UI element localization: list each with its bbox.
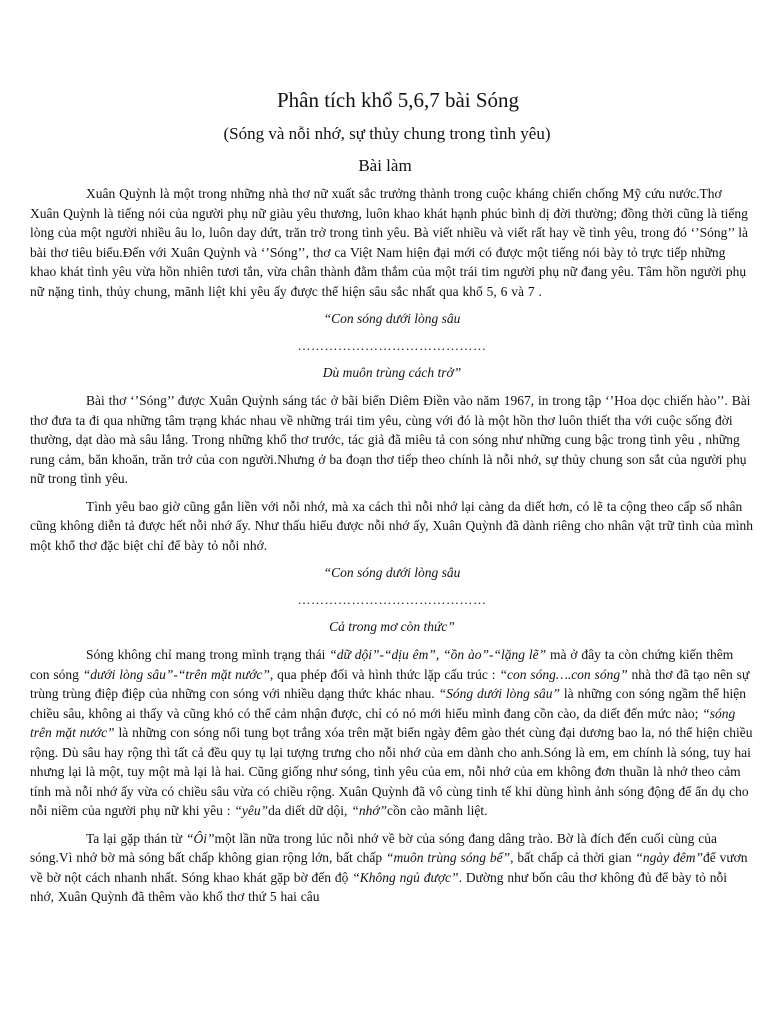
italic-quote: “con sóng….con sóng” xyxy=(499,666,628,682)
paragraph-5 xyxy=(30,829,754,907)
text-run: mà ở đây ta còn chứng kiến thêm con sóng xyxy=(30,647,734,682)
text-run: cồn cào mãnh liệt. xyxy=(387,803,488,818)
section-heading: Bài làm xyxy=(358,156,412,175)
text-run: da diết dữ dội, xyxy=(268,803,352,818)
italic-quote: “dưới lòng sâu”-“trên mặt nước” xyxy=(82,666,270,682)
verse-ellipsis: …………………………………… xyxy=(297,592,487,607)
italic-quote: “sóng trên mặt nước” xyxy=(30,705,736,740)
italic-quote: “Không ngủ được” xyxy=(352,869,459,885)
text-run: , qua phép đối và hình thức lặp cấu trúc : xyxy=(269,666,500,682)
verse-quote-1 xyxy=(30,309,754,382)
italic-quote: “dữ dội”-“dịu êm”, “ồn ào”-“lặng lẽ” xyxy=(329,647,547,662)
text-run: một lần nữa trong lúc nỗi nhớ về bờ của sóng đang dâng trào. Bờ là đích đến cuối cùng của sóng.Vì nhớ bờ mà sóng bất chấp không gian rộng lớn, bất chấp xyxy=(30,830,717,865)
document-title: Phân tích khổ 5,6,7 bài Sóng xyxy=(276,88,520,112)
text-run: để vươn về bờ nột cách nhanh nhất. Sóng khao khát gặp bờ đến độ xyxy=(30,850,748,885)
paragraph-1: Xuân Quỳnh là một trong những nhà thơ nữ xuất sắc trưởng thành trong cuộc kháng chiến chống Mỹ cứu nước.Thơ Xuân Quỳnh là tiếng nói của người phụ nữ giàu yêu thương, luôn khao khát hạnh phúc bình dị đời thường; đồng thời cũng là tiếng lòng của một người nhiều âu lo, luôn day dứt, trăn trở trong tình yêu. Bà viết nhiều và viết rất hay về tình yêu, trong đó ‘’Sóng’’ là bài thơ tiêu biểu.Đến với Xuân Quỳnh và ‘’Sóng’’, thơ ca Việt Nam hiện đại mới có được một tiếng nói bày tỏ trực tiếp những khao khát tình yêu vừa hồn nhiên tươi tắn, vừa chân thành đằm thắm của một trái tim người phụ nữ đang yêu. Tâm hồn người phụ nữ nặng tình, thủy chung, mãnh liệt khi yêu ấy được thể hiện sâu sắc nhất qua khổ 5, 6 và 7 . xyxy=(30,186,749,299)
paragraph-3: Tình yêu bao giờ cũng gắn liền với nỗi nhớ, mà xa cách thì nỗi nhớ lại càng da diết hơn, có lẽ ta cộng theo cấp số nhân cũng không diễn tả được hết nỗi nhớ ấy. Như thấu hiểu được nỗi nhớ ấy, Xuân Quỳnh đã dành riêng cho nhân vật trữ tình của mình một khổ thơ đặc biệt chỉ để bày tỏ nỗi nhớ. xyxy=(30,498,754,553)
verse-line: Cả trong mơ còn thức” xyxy=(329,619,455,634)
italic-quote: “ngày đêm” xyxy=(635,850,703,865)
italic-quote: “muôn trùng sóng bể” xyxy=(385,850,511,865)
verse-line: Dù muôn trùng cách trở” xyxy=(322,365,462,380)
italic-quote: “yêu” xyxy=(234,803,269,818)
text-run: Ta lại gặp thán từ xyxy=(86,830,186,846)
text-run: Sóng không chỉ mang trong mình trạng thái xyxy=(86,647,330,662)
text-run: nhà thơ đã tạo nên sự trùng trùng điệp điệp của những con sóng với nhiều dạng thức khác nhau. xyxy=(30,666,750,701)
italic-quote: “Sóng dưới lòng sâu” xyxy=(438,686,561,701)
text-run: là những con sóng ngầm thể hiện chiều sâu, không ai thấy và cũng khó có thể cảm nhận được, chỉ có nó mới hiểu mình đang cồn cào, da diết đến mức nào; xyxy=(30,686,746,721)
italic-quote: “Ôi” xyxy=(185,830,215,846)
document-subtitle: (Sóng và nỗi nhớ, sự thủy chung trong tình yêu) xyxy=(223,124,551,143)
verse-line: “Con sóng dưới lòng sâu xyxy=(323,565,461,580)
text-run: , bất chấp cả thời gian xyxy=(510,850,636,865)
verse-line: “Con sóng dưới lòng sâu xyxy=(323,311,461,326)
verse-ellipsis: …………………………………… xyxy=(297,338,487,353)
italic-quote: “nhớ” xyxy=(351,803,388,818)
text-run: là những con sóng nổi tung bọt trắng xóa trên mặt biển ngày đêm gào thét cùng đại dương bao la, nó thể hiện chiều rộng. Dù sâu hay rộng thì tất cả đều quy tụ lại tượng trưng cho nỗi nhớ của em dành cho anh.Sóng là em, em chính là sóng, tuy hai nhưng lại là một, tuy một mà lại là hai. Cũng giống như sóng, tình yêu của em, nỗi nhớ của em không đơn thuần là nhớ theo cảm tính mà nỗi nhớ ấy vừa có chiều sâu vừa có chiều rộng. Xuân Quỳnh đã vô cùng tinh tế khi dùng hình ảnh sóng động để ẩn dụ cho nỗi niềm của người phụ nữ khi yêu : xyxy=(30,725,753,818)
verse-quote-2 xyxy=(30,563,754,636)
paragraph-4 xyxy=(30,645,754,821)
paragraph-2: Bài thơ ‘’Sóng’’ được Xuân Quỳnh sáng tác ở bãi biển Diêm Điền vào năm 1967, in trong tập ‘’Hoa dọc chiến hào’’. Bài thơ đưa ta đi qua những tâm trạng khác nhau về những trái tim yêu, cùng với đó là một hồn thơ luôn thiết tha với cuộc sống đời thường, dạt dào mà sâu lắng. Trong những khổ thơ trước, tác giả đã miêu tả con sóng như những cung bậc trong tình yêu , những rung cảm, băn khoăn, trăn trở của con người.Nhưng ở ba đoạn thơ tiếp theo chính là nỗi nhớ, sự thủy chung son sắt của người phụ nữ trong tình yêu. xyxy=(30,393,751,486)
text-run: . Dường như bốn câu thơ không đủ để bày tỏ nỗi nhớ, Xuân Quỳnh đã thêm vào khổ thơ thứ 5 hai câu xyxy=(30,869,727,904)
